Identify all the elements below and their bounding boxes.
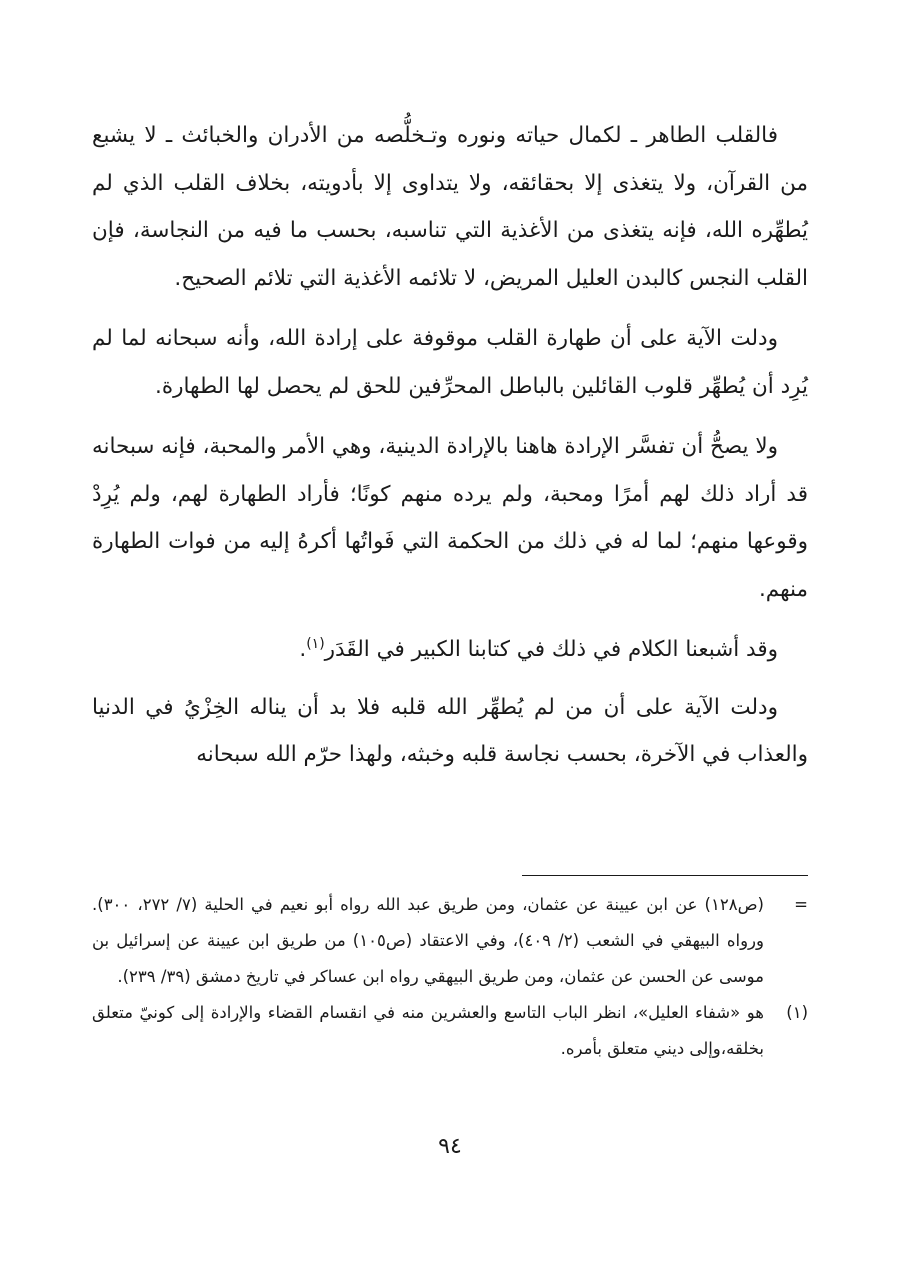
- paragraph-pure-heart: فالقلب الطاهر ـ لكمال حياته ونوره وتـخلُّصه من الأدران والخبائث ـ لا يشبع من القرآن، ولا يتغذى إلا بحقائقه، ولا يتداوى إلا بأدويته، بخلاف القلب الذي لم يُطهِّره الله، فإنه يتغذى من الأغذية التي تناسبه، بحسب ما فيه من النجاسة، فإن القلب النجس كالبدن العليل المريض، لا تلائمه الأغذية التي تلائم الصحيح.: [92, 123, 808, 291]
- page-number: ٩٤: [438, 1134, 462, 1159]
- footnote-marker: (١): [786, 1003, 808, 1022]
- paragraph-purification-will: ودلت الآية على أن طهارة القلب موقوفة على إرادة الله، وأنه سبحانه لما لم يُرِد أن يُطهِّر قلوب القائلين بالباطل المحرِّفين للحق لم يحصل لها الطهارة.: [92, 326, 808, 399]
- footnote-marker: =: [794, 895, 808, 914]
- paragraph-book-reference: [92, 626, 808, 674]
- footnotes: [92, 887, 808, 1067]
- main-text: [92, 112, 808, 792]
- paragraph-disgrace: ودلت الآية على أن من لم يُطهِّر الله قلبه فلا بد أن يناله الخِزْيُ في الدنيا والعذاب في الآخرة، بحسب نجاسة قلبه وخبثه، ولهذا حرّم الله سبحانه: [92, 694, 808, 767]
- paragraph-religious-will: ولا يصحُّ أن تفسَّر الإرادة هاهنا بالإرادة الدينية، وهي الأمر والمحبة، فإنه سبحانه قد أراد ذلك لهم أمرًا ومحبة، ولم يرده منهم كونًا؛ فأراد الطهارة لهم، ولم يُرِدْ وقوعها منهم؛ لما له في ذلك من الحكمة التي فَواتُها أكرهُ إليه من فوات الطهارة منهم.: [92, 434, 808, 602]
- footnote-text: هو «شفاء العليل»، انظر الباب التاسع والعشرين منه في انقسام القضاء والإرادة إلى كونيّ متعلق بخلقه،وإلى ديني متعلق بأمره.: [92, 1003, 764, 1058]
- footnote-separator: [522, 875, 808, 876]
- sentence-end: .: [299, 637, 307, 662]
- footnote-continuation: [92, 887, 808, 995]
- footnote-text: (ص١٢٨) عن ابن عيينة عن عثمان، ومن طريق عبد الله رواه أبو نعيم في الحلية (٧/ ٢٧٢، ٣٠٠). ورواه البيهقي في الشعب (٢/ ٤٠٩)، وفي الاعتقاد (ص١٠٥) من طريق ابن عيينة عن إسرائيل بن موسى عن الحسن عن عثمان، ومن طريق البيهقي رواه ابن عساكر في تاريخ دمشق (٣٩/ ٢٣٩).: [92, 895, 764, 986]
- footnote-reference: (١): [306, 636, 325, 652]
- book-reference-text: وقد أشبعنا الكلام في ذلك في كتابنا الكبير في القَدَر: [324, 637, 778, 662]
- footnote-1: [92, 995, 808, 1067]
